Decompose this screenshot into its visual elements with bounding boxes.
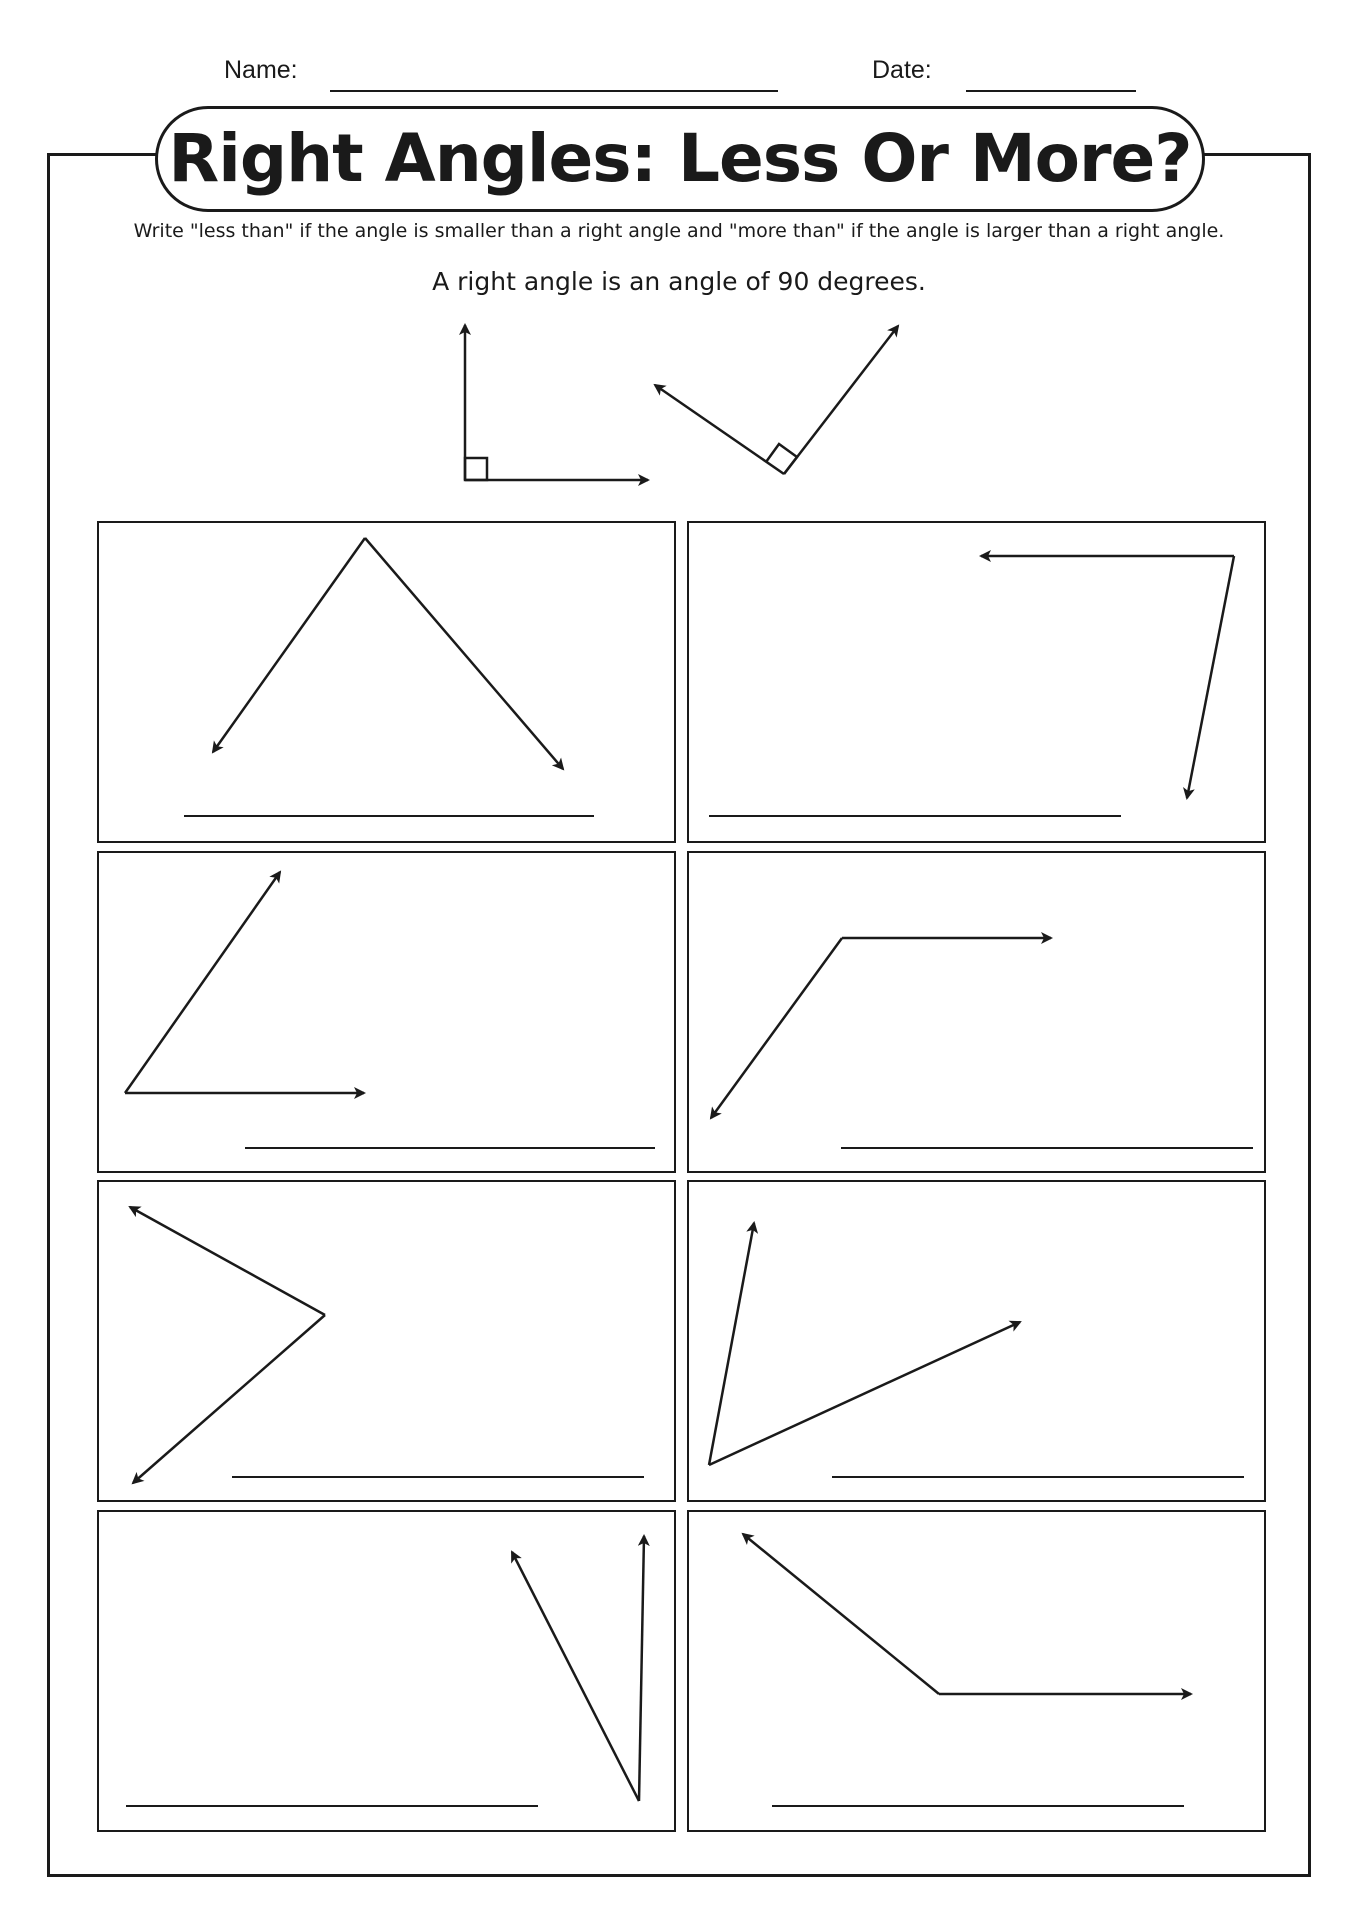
exercise-box-6 — [687, 1180, 1266, 1502]
angle-figure-7 — [99, 1512, 678, 1834]
angle-figure-1 — [99, 523, 678, 845]
answer-line-6[interactable] — [832, 1476, 1244, 1478]
answer-line-3[interactable] — [245, 1147, 655, 1149]
exercise-box-3 — [97, 851, 676, 1173]
angle-figure-6 — [689, 1182, 1268, 1504]
name-label: Name: — [224, 56, 298, 84]
exercise-box-8 — [687, 1510, 1266, 1832]
angle-figure-5 — [99, 1182, 678, 1504]
answer-line-4[interactable] — [841, 1147, 1253, 1149]
definition-text: A right angle is an angle of 90 degrees. — [432, 267, 926, 296]
angle-figure-4 — [689, 853, 1268, 1175]
exercise-box-1 — [97, 521, 676, 843]
example-right-angles — [0, 0, 1358, 520]
exercise-box-4 — [687, 851, 1266, 1173]
angle-figure-2 — [689, 523, 1268, 845]
angle-figure-8 — [689, 1512, 1268, 1834]
instructions-text: Write "less than" if the angle is smaller than a right angle and "more than" if the angle is larger than a right angle. — [133, 220, 1225, 242]
exercise-box-2 — [687, 521, 1266, 843]
answer-line-1[interactable] — [184, 815, 594, 817]
exercise-box-5 — [97, 1180, 676, 1502]
angle-figure-3 — [99, 853, 678, 1175]
example-angle-upright — [465, 325, 648, 480]
page-title: Right Angles: Less Or More? — [168, 120, 1192, 197]
answer-line-5[interactable] — [232, 1476, 644, 1478]
answer-line-2[interactable] — [709, 815, 1121, 817]
example-angle-rotated — [655, 326, 898, 474]
answer-line-8[interactable] — [772, 1805, 1184, 1807]
exercise-box-7 — [97, 1510, 676, 1832]
answer-line-7[interactable] — [126, 1805, 538, 1807]
date-label: Date: — [872, 56, 932, 84]
